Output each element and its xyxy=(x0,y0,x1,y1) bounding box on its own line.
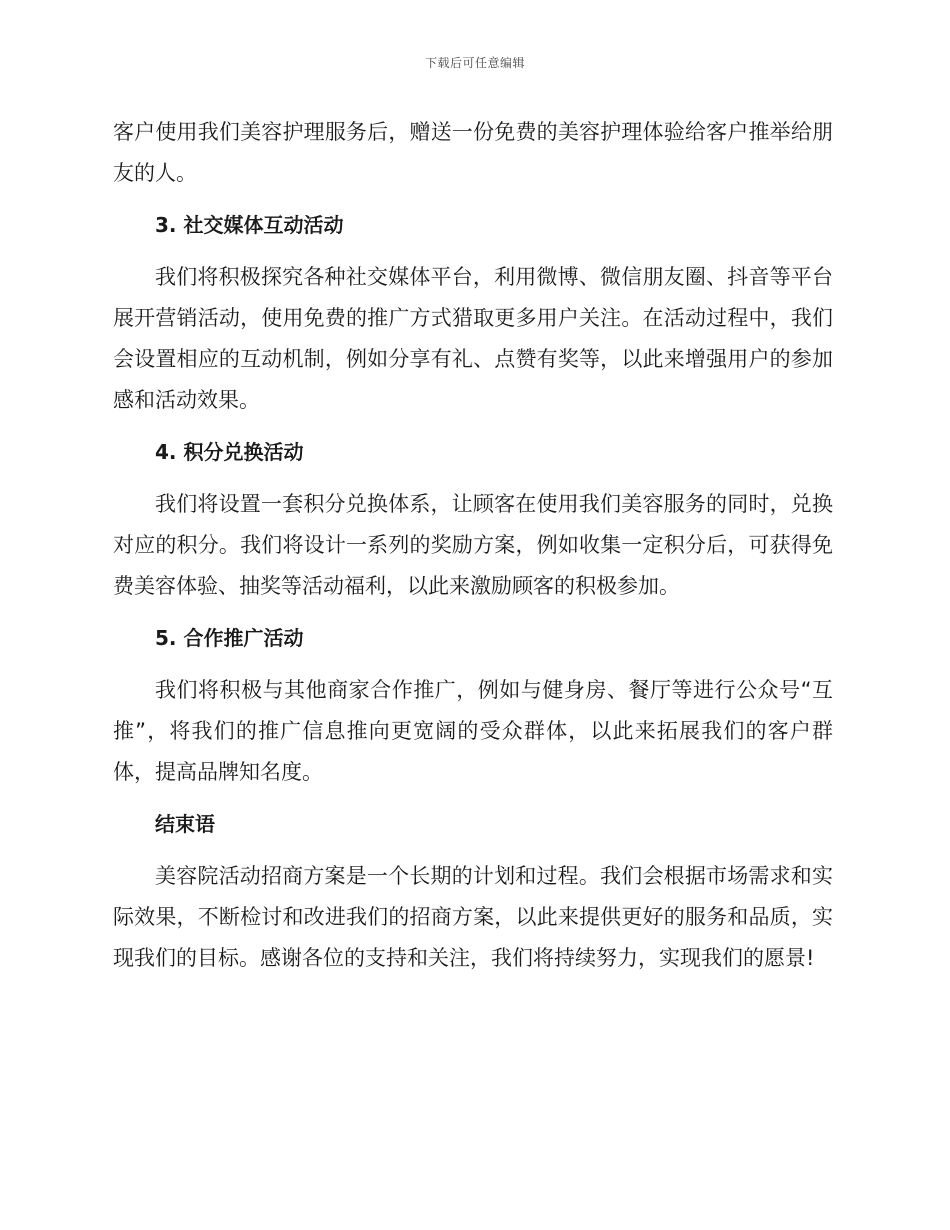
paragraph-conclusion: 美容院活动招商方案是一个长期的计划和过程。我们会根据市场需求和实际效果，不断检讨和改进我们的招商方案，以此来提供更好的服务和品质，实现我们的目标。感谢各位的支持和关注，我们将持续努力，实现我们的愿景! xyxy=(113,864,833,970)
section-heading-points-exchange: 4. 积分兑换活动 xyxy=(155,440,304,464)
paragraph-cooperation: 我们将积极与其他商家合作推广，例如与健身房、餐厅等进行公众号“互推”，将我们的推广信息推向更宽阔的受众群体，以此来拓展我们的客户群体，提高品牌知名度。 xyxy=(113,678,833,784)
section-heading-cooperation: 5. 合作推广活动 xyxy=(155,626,304,650)
section-heading-social-media: 3. 社交媒体互动活动 xyxy=(155,213,344,237)
paragraph-social-media: 我们将积极探究各种社交媒体平台，利用微博、微信朋友圈、抖音等平台展开营销活动，使用免费的推广方式猎取更多用户关注。在活动过程中，我们会设置相应的互动机制，例如分享有礼、点赞有奖等，以此来增强用户的参加感和活动效果。 xyxy=(113,265,833,412)
paragraph-points-exchange: 我们将设置一套积分兑换体系，让顾客在使用我们美容服务的同时，兑换对应的积分。我们将设计一系列的奖励方案，例如收集一定积分后，可获得免费美容体验、抽奖等活动福利，以此来激励顾客的积极参加。 xyxy=(113,492,833,598)
paragraph-referral-gift: 客户使用我们美容护理服务后，赠送一份免费的美容护理体验给客户推举给朋友的人。 xyxy=(113,120,833,185)
page-header-note: 下载后可任意编辑 xyxy=(424,56,525,70)
section-heading-conclusion: 结束语 xyxy=(155,812,215,836)
document-body xyxy=(113,112,833,979)
